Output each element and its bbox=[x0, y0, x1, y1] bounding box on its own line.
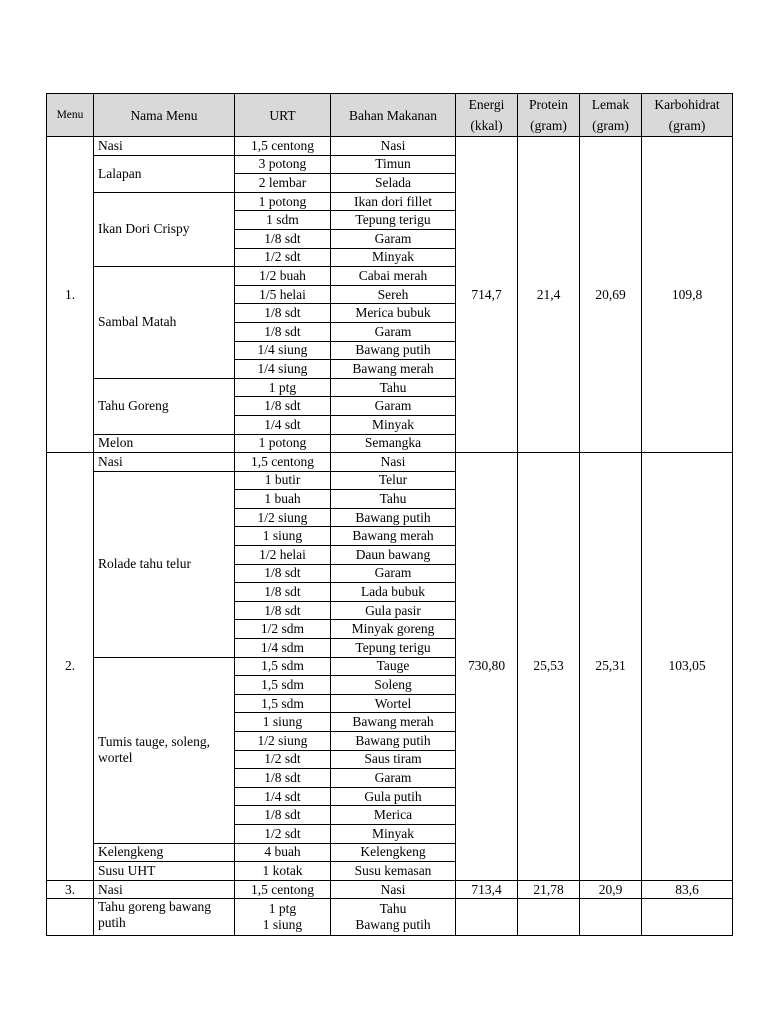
menu-number-empty bbox=[47, 899, 94, 936]
dish-name: Nasi bbox=[94, 137, 235, 156]
ingredient-cell: Nasi bbox=[331, 137, 456, 156]
protein-value: 21,78 bbox=[518, 880, 580, 899]
menu-number: 2. bbox=[47, 453, 94, 881]
urt-cell: 1 sdm bbox=[235, 211, 331, 230]
ingredient-cell bbox=[331, 899, 456, 936]
ingredient-cell: Daun bawang bbox=[331, 546, 456, 565]
urt-cell: 4 buah bbox=[235, 843, 331, 862]
protein-value: 25,53 bbox=[518, 453, 580, 881]
urt-cell: 1/4 sdt bbox=[235, 415, 331, 434]
ingredient-cell: Tepung terigu bbox=[331, 211, 456, 230]
urt-cell: 1 siung bbox=[235, 527, 331, 546]
ingredient-cell: Selada bbox=[331, 174, 456, 193]
ingredient-cell: Nasi bbox=[331, 453, 456, 472]
ingredient-cell: Garam bbox=[331, 397, 456, 416]
ingredient-cell: Tahu bbox=[331, 490, 456, 509]
dish-name: Tumis tauge, soleng, wortel bbox=[94, 657, 235, 843]
urt-value: 1 ptg bbox=[268, 901, 297, 917]
urt-cell: 3 potong bbox=[235, 155, 331, 174]
urt-cell: 1/2 sdt bbox=[235, 824, 331, 843]
ingredient-cell: Cabai merah bbox=[331, 267, 456, 286]
urt-cell bbox=[235, 899, 331, 936]
dish-name: Nasi bbox=[94, 453, 235, 472]
urt-cell: 1/8 sdt bbox=[235, 769, 331, 788]
urt-cell: 1/8 sdt bbox=[235, 806, 331, 825]
lemak-value: 20,9 bbox=[580, 880, 642, 899]
urt-cell: 1/4 sdt bbox=[235, 787, 331, 806]
ingredient-cell: Nasi bbox=[331, 880, 456, 899]
urt-cell: 1/2 sdt bbox=[235, 750, 331, 769]
header-energi: Energi (kkal) bbox=[456, 94, 518, 137]
urt-cell: 1/8 sdt bbox=[235, 583, 331, 602]
ingredient-cell: Semangka bbox=[331, 434, 456, 453]
urt-cell: 1/2 helai bbox=[235, 546, 331, 565]
menu-number: 3. bbox=[47, 880, 94, 899]
urt-cell: 1,5 centong bbox=[235, 880, 331, 899]
ingredient-cell: Ikan dori fillet bbox=[331, 192, 456, 211]
urt-cell: 1/2 siung bbox=[235, 508, 331, 527]
ingredient-cell: Bawang putih bbox=[331, 732, 456, 751]
urt-cell: 1,5 sdm bbox=[235, 657, 331, 676]
ingredient-cell: Garam bbox=[331, 564, 456, 583]
ingredient-cell: Sereh bbox=[331, 285, 456, 304]
urt-cell: 1/2 buah bbox=[235, 267, 331, 286]
urt-cell: 1 potong bbox=[235, 434, 331, 453]
karbohidrat-empty bbox=[642, 899, 733, 936]
ingredient-cell: Minyak bbox=[331, 415, 456, 434]
dish-name: Kelengkeng bbox=[94, 843, 235, 862]
urt-cell: 1/8 sdt bbox=[235, 229, 331, 248]
dish-name: Rolade tahu telur bbox=[94, 471, 235, 657]
urt-value: 1 siung bbox=[262, 917, 303, 933]
urt-cell: 1,5 sdm bbox=[235, 694, 331, 713]
urt-cell: 1/4 sdm bbox=[235, 639, 331, 658]
ingredient-cell: Minyak bbox=[331, 824, 456, 843]
table-row bbox=[47, 899, 733, 936]
urt-cell: 1/8 sdt bbox=[235, 304, 331, 323]
ingredient-cell: Telur bbox=[331, 471, 456, 490]
table-row bbox=[47, 137, 733, 156]
dish-name: Melon bbox=[94, 434, 235, 453]
urt-cell: 1/2 siung bbox=[235, 732, 331, 751]
urt-cell: 1/8 sdt bbox=[235, 564, 331, 583]
ingredient-cell: Bawang merah bbox=[331, 360, 456, 379]
energi-value: 714,7 bbox=[456, 137, 518, 453]
protein-empty bbox=[518, 899, 580, 936]
ingredient-value: Bawang putih bbox=[355, 917, 431, 933]
urt-cell: 1/4 siung bbox=[235, 341, 331, 360]
dish-name: Susu UHT bbox=[94, 862, 235, 881]
ingredient-cell: Tahu bbox=[331, 378, 456, 397]
header-nama-menu: Nama Menu bbox=[94, 94, 235, 137]
energi-value: 713,4 bbox=[456, 880, 518, 899]
urt-cell: 1/8 sdt bbox=[235, 397, 331, 416]
urt-cell: 1 kotak bbox=[235, 862, 331, 881]
urt-cell: 1 ptg bbox=[235, 378, 331, 397]
header-protein: Protein (gram) bbox=[518, 94, 580, 137]
energi-empty bbox=[456, 899, 518, 936]
urt-cell: 1 buah bbox=[235, 490, 331, 509]
header-bahan-makanan: Bahan Makanan bbox=[331, 94, 456, 137]
ingredient-cell: Gula pasir bbox=[331, 601, 456, 620]
ingredient-cell: Merica bubuk bbox=[331, 304, 456, 323]
ingredient-cell: Minyak bbox=[331, 248, 456, 267]
urt-cell: 1/8 sdt bbox=[235, 601, 331, 620]
urt-cell: 1,5 centong bbox=[235, 453, 331, 472]
table-row bbox=[47, 453, 733, 472]
protein-value: 21,4 bbox=[518, 137, 580, 453]
ingredient-value: Tahu bbox=[379, 901, 407, 917]
header-menu: Menu bbox=[47, 94, 94, 137]
urt-cell: 1/2 sdm bbox=[235, 620, 331, 639]
ingredient-cell: Garam bbox=[331, 769, 456, 788]
urt-cell: 1 potong bbox=[235, 192, 331, 211]
ingredient-cell: Susu kemasan bbox=[331, 862, 456, 881]
table-row bbox=[47, 880, 733, 899]
urt-cell: 1 butir bbox=[235, 471, 331, 490]
dish-name: Tahu goreng bawang putih bbox=[94, 899, 235, 936]
ingredient-cell: Minyak goreng bbox=[331, 620, 456, 639]
urt-cell: 1 siung bbox=[235, 713, 331, 732]
dish-name: Sambal Matah bbox=[94, 267, 235, 379]
ingredient-cell: Bawang putih bbox=[331, 508, 456, 527]
header-karbohidrat: Karbohidrat (gram) bbox=[642, 94, 733, 137]
ingredient-cell: Garam bbox=[331, 322, 456, 341]
urt-cell: 1/2 sdt bbox=[235, 248, 331, 267]
ingredient-cell: Bawang merah bbox=[331, 527, 456, 546]
dish-name: Tahu Goreng bbox=[94, 378, 235, 434]
urt-cell: 1/4 siung bbox=[235, 360, 331, 379]
menu-nutrition-table bbox=[46, 93, 733, 936]
urt-cell: 1/5 helai bbox=[235, 285, 331, 304]
table-header-row bbox=[47, 94, 733, 137]
ingredient-cell: Wortel bbox=[331, 694, 456, 713]
dish-name: Ikan Dori Crispy bbox=[94, 192, 235, 266]
karbohidrat-value: 109,8 bbox=[642, 137, 733, 453]
ingredient-cell: Saus tiram bbox=[331, 750, 456, 769]
dish-name: Nasi bbox=[94, 880, 235, 899]
urt-cell: 1,5 sdm bbox=[235, 676, 331, 695]
dish-name: Lalapan bbox=[94, 155, 235, 192]
ingredient-cell: Bawang putih bbox=[331, 341, 456, 360]
header-urt: URT bbox=[235, 94, 331, 137]
ingredient-cell: Bawang merah bbox=[331, 713, 456, 732]
ingredient-cell: Merica bbox=[331, 806, 456, 825]
karbohidrat-value: 83,6 bbox=[642, 880, 733, 899]
table-body bbox=[47, 137, 733, 936]
lemak-value: 25,31 bbox=[580, 453, 642, 881]
ingredient-cell: Kelengkeng bbox=[331, 843, 456, 862]
urt-cell: 1,5 centong bbox=[235, 137, 331, 156]
lemak-value: 20,69 bbox=[580, 137, 642, 453]
energi-value: 730,80 bbox=[456, 453, 518, 881]
urt-cell: 1/8 sdt bbox=[235, 322, 331, 341]
ingredient-cell: Lada bubuk bbox=[331, 583, 456, 602]
ingredient-cell: Tepung terigu bbox=[331, 639, 456, 658]
ingredient-cell: Gula putih bbox=[331, 787, 456, 806]
ingredient-cell: Tauge bbox=[331, 657, 456, 676]
karbohidrat-value: 103,05 bbox=[642, 453, 733, 881]
lemak-empty bbox=[580, 899, 642, 936]
header-lemak: Lemak (gram) bbox=[580, 94, 642, 137]
ingredient-cell: Garam bbox=[331, 229, 456, 248]
ingredient-cell: Timun bbox=[331, 155, 456, 174]
ingredient-cell: Soleng bbox=[331, 676, 456, 695]
urt-cell: 2 lembar bbox=[235, 174, 331, 193]
menu-number: 1. bbox=[47, 137, 94, 453]
